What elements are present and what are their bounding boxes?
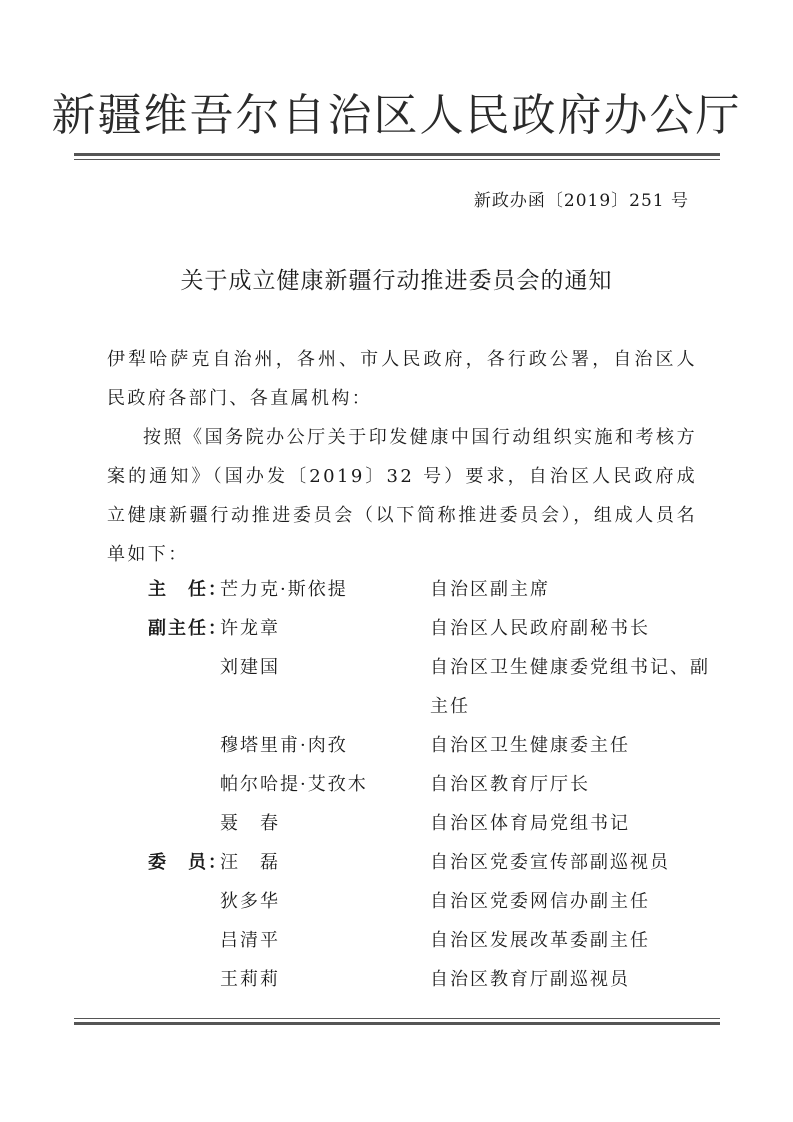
member-post: 自治区党委网信办副主任 xyxy=(430,891,650,912)
issuer-header: 新疆维吾尔自治区人民政府办公厅 xyxy=(51,90,742,141)
member-row xyxy=(148,960,708,999)
member-post: 自治区副主席 xyxy=(430,579,550,600)
member-name: 狄多华 xyxy=(220,891,280,912)
member-name: 刘建国 xyxy=(220,657,280,678)
member-post: 自治区发展改革委副主任 xyxy=(430,930,650,951)
recipients: 伊犁哈萨克自治州，各州、市人民政府，各行政公署，自治区人民政府各部门、各直属机构： xyxy=(107,349,697,409)
member-row xyxy=(148,843,708,882)
member-name: 许龙章 xyxy=(220,618,280,639)
member-name: 王莉莉 xyxy=(220,969,280,990)
member-name: 芒力克·斯依提 xyxy=(220,579,348,600)
member-row xyxy=(148,765,708,804)
member-row xyxy=(148,648,708,726)
member-row xyxy=(148,921,708,960)
member-row xyxy=(148,609,708,648)
member-post: 自治区卫生健康委党组书记、副主任 xyxy=(430,657,710,717)
member-name: 聂 春 xyxy=(220,813,280,834)
member-post: 自治区教育厅厅长 xyxy=(430,774,590,795)
member-role: 委 员： xyxy=(148,852,228,873)
member-name: 帕尔哈提·艾孜木 xyxy=(220,774,368,795)
member-role: 主 任： xyxy=(148,579,228,600)
member-row xyxy=(148,882,708,921)
member-post: 自治区教育厅副巡视员 xyxy=(430,969,630,990)
member-name: 穆塔里甫·肉孜 xyxy=(220,735,348,756)
member-row xyxy=(148,804,708,843)
member-post: 自治区党委宣传部副巡视员 xyxy=(430,852,670,873)
header-thin-rule xyxy=(74,159,720,160)
member-row xyxy=(148,570,708,609)
member-role: 副主任： xyxy=(148,618,228,639)
document-title: 关于成立健康新疆行动推进委员会的通知 xyxy=(180,268,613,294)
body-paragraph: 按照《国务院办公厅关于印发健康中国行动组织实施和考核方案的通知》（国办发〔2019〕32 号）要求，自治区人民政府成立健康新疆行动推进委员会（以下简称推进委员会），组成人员名单如下： xyxy=(107,427,697,565)
member-name: 吕清平 xyxy=(220,930,280,951)
body-text xyxy=(107,340,697,574)
header-thick-rule xyxy=(74,153,720,156)
member-list xyxy=(148,570,708,999)
member-name: 汪 磊 xyxy=(220,852,280,873)
footer-thin-rule xyxy=(74,1018,720,1019)
document-number: 新政办函〔2019〕251 号 xyxy=(473,191,689,211)
member-post: 自治区体育局党组书记 xyxy=(430,813,630,834)
member-row xyxy=(148,726,708,765)
member-post: 自治区卫生健康委主任 xyxy=(430,735,630,756)
member-post: 自治区人民政府副秘书长 xyxy=(430,618,650,639)
footer-thick-rule xyxy=(74,1022,720,1025)
